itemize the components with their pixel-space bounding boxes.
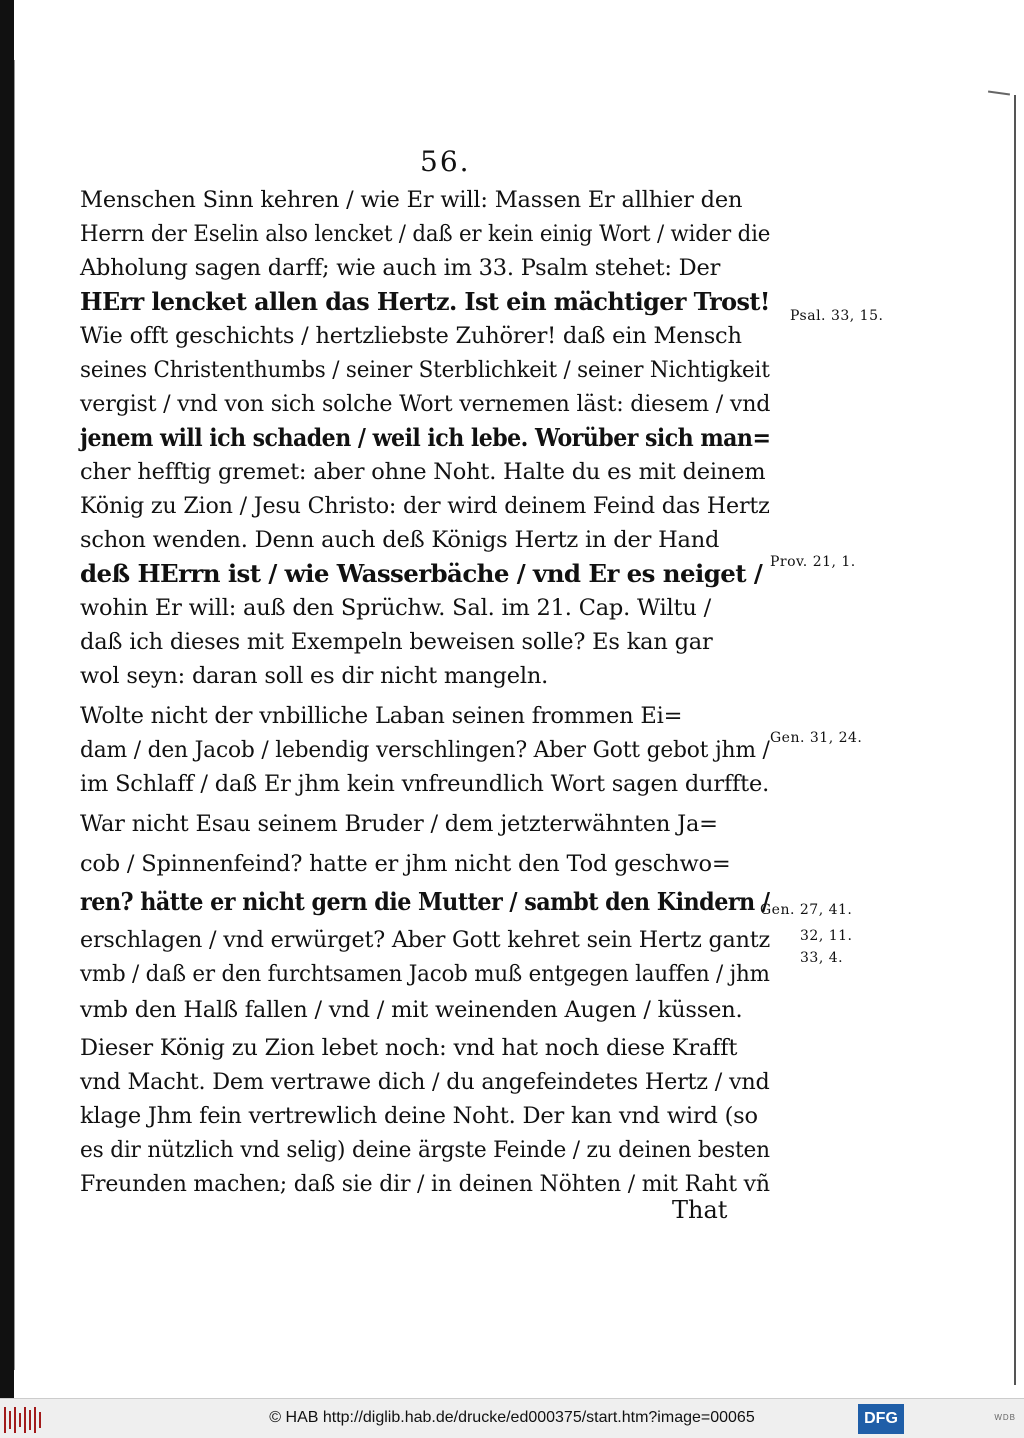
text-line: daß ich dieses mit Exempeln beweisen solle? Es kan gar [80,629,713,655]
text-line: cher hefftig gremet: aber ohne Noht. Halte du es mit deinem [80,459,766,485]
text-line: HErr lencket allen das Hertz. Ist ein mächtiger Trost! [80,287,770,316]
text-line: Abholung sagen darff; wie auch im 33. Psalm stehet: Der [80,255,721,281]
text-line: Dieser König zu Zion lebet noch: vnd hat noch diese Krafft [80,1035,738,1061]
text-line: König zu Zion / Jesu Christo: der wird deinem Feind das Hertz [80,493,770,519]
text-line: Menschen Sinn kehren / wie Er will: Massen Er allhier den [80,187,743,213]
text-line: cob / Spinnenfeind? hatte er jhm nicht den Tod geschwo= [80,851,731,877]
text-line: Wie offt geschichts / hertzliebste Zuhörer! daß ein Mensch [80,323,742,349]
wdb-tag: WDB [994,1413,1016,1422]
text-line: erschlagen / vnd erwürget? Aber Gott kehret sein Hertz gantz [80,927,771,953]
text-line: klage Jhm fein vertrewlich deine Noht. Der kan vnd wird (so [80,1103,758,1129]
margin-note: 33, 4. [800,950,844,966]
dfg-logo: DFG [858,1404,904,1434]
page-number: 56. [420,145,471,178]
text-line: dam / den Jacob / lebendig verschlingen? Aber Gott gebot jhm / [80,737,770,763]
scan-left-border [0,0,14,1398]
margin-note: Gen. 27, 41. [760,902,853,918]
page-corner-edge [988,90,1010,95]
margin-note: Gen. 31, 24. [770,730,863,746]
text-line: wol seyn: daran soll es dir nicht mangeln. [80,663,549,689]
text-line: vmb / daß er den furchtsamen Jacob muß entgegen lauffen / jhm [80,961,770,987]
text-line: vmb den Halß fallen / vnd / mit weinenden Augen / küssen. [80,997,743,1023]
text-line: seines Christenthumbs / seiner Sterblichkeit / seiner Nichtigkeit [80,357,770,383]
text-line: wohin Er will: auß den Sprüchw. Sal. im 21. Cap. Wiltu / [80,595,712,621]
margin-note: 32, 11. [800,928,853,944]
text-line: Wolte nicht der vnbilliche Laban seinen frommen Ei= [80,703,683,729]
text-line: im Schlaff / daß Er jhm kein vnfreundlich Wort sagen durffte. [80,771,770,797]
catchword: That [672,1196,728,1224]
margin-note: Psal. 33, 15. [790,308,884,324]
text-line: ren? hätte er nicht gern die Mutter / sambt den Kindern / [80,887,770,916]
footer-bar [0,1398,1024,1438]
text-line: deß HErrn ist / wie Wasserbäche / vnd Er es neiget / [80,559,763,588]
page-right-edge [1008,95,1016,1385]
text-line: vnd Macht. Dem vertrawe dich / du angefeindetes Hertz / vnd [80,1069,770,1095]
margin-note: Prov. 21, 1. [770,554,856,570]
text-line: jenem will ich schaden / weil ich lebe. Worüber sich man= [80,423,771,452]
text-line: War nicht Esau seinem Bruder / dem jetzterwähnten Ja= [80,811,718,837]
text-line: schon wenden. Denn auch deß Königs Hertz in der Hand [80,527,720,553]
text-line: es dir nützlich vnd selig) deine ärgste Feinde / zu deinen besten [80,1137,770,1163]
text-line: Herrn der Eselin also lencket / daß er kein einig Wort / wider die [80,221,771,247]
text-line: vergist / vnd von sich solche Wort vernemen läst: diesem / vnd [80,391,771,417]
text-line: Freunden machen; daß sie dir / in deinen Nöhten / mit Raht vñ [80,1171,770,1197]
copyright-link[interactable]: © HAB http://diglib.hab.de/drucke/ed000375/start.htm?image=00065 [269,1409,755,1426]
scan-binding-edge [14,60,23,1370]
